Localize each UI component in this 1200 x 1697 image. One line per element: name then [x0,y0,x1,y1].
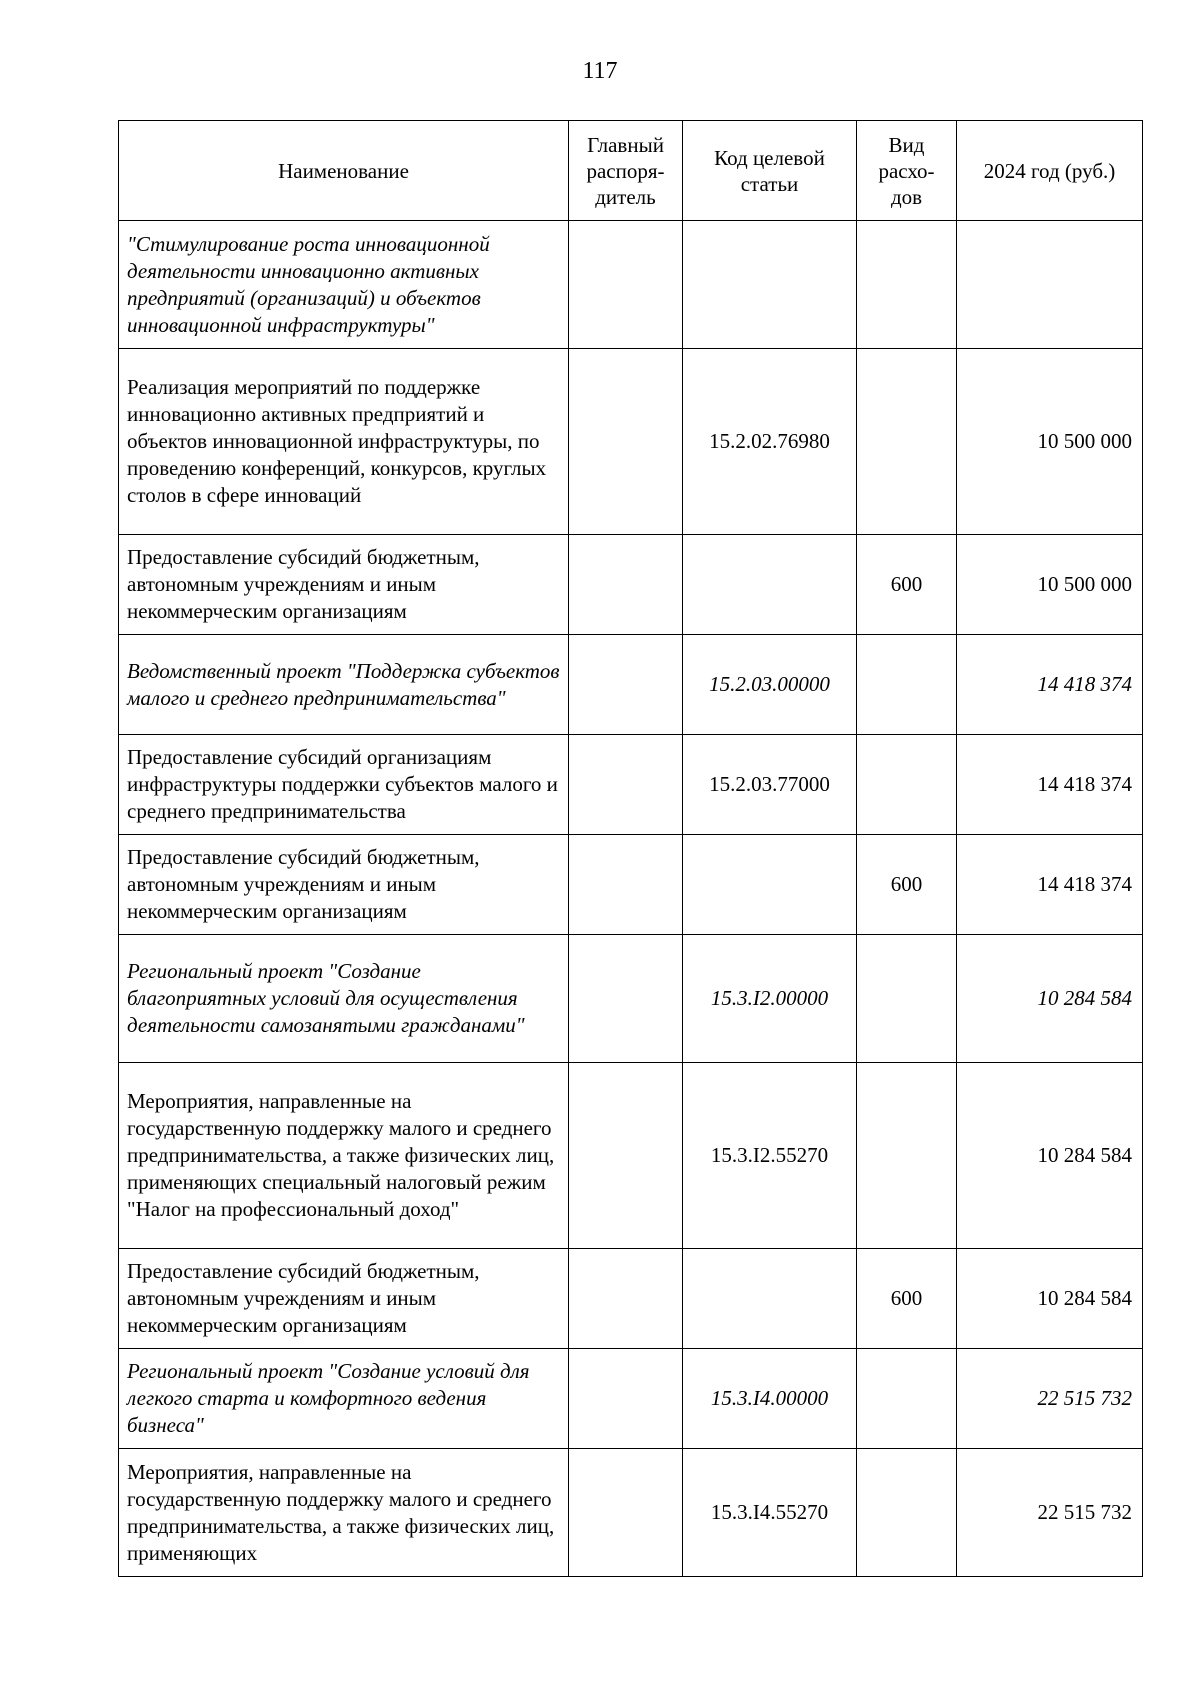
cell-name: Ведомственный проект "Поддержка субъектов малого и среднего предпринимательства" [119,635,569,735]
table-row [119,1449,1143,1577]
cell-amount: 22 515 732 [957,1449,1143,1577]
cell-name: Региональный проект "Создание благоприятных условий для осуществления деятельности самозанятыми гражданами" [119,935,569,1063]
cell-name: Предоставление субсидий бюджетным, автономным учреждениям и иным некоммерческим организациям [119,1249,569,1349]
header-code: Код целевой статьи [683,121,857,221]
cell-code [683,221,857,349]
cell-code: 15.2.02.76980 [683,349,857,535]
cell-code [683,1249,857,1349]
cell-kind [857,935,957,1063]
cell-kind: 600 [857,535,957,635]
cell-code [683,835,857,935]
cell-name: "Стимулирование роста инновационной деятельности инновационно активных предприятий (организаций) и объектов инновационной инфраструктуры" [119,221,569,349]
cell-code: 15.3.I2.00000 [683,935,857,1063]
cell-manager [569,1349,683,1449]
cell-kind: 600 [857,1249,957,1349]
table-row [119,635,1143,735]
cell-manager [569,1063,683,1249]
cell-code: 15.3.I2.55270 [683,1063,857,1249]
cell-name: Мероприятия, направленные на государственную поддержку малого и среднего предпринимательства, а также физических лиц, применяющих специальный налоговый режим "Налог на профессиональный доход" [119,1063,569,1249]
header-kind: Вид расхо-дов [857,121,957,221]
header-amount: 2024 год (руб.) [957,121,1143,221]
cell-code: 15.2.03.00000 [683,635,857,735]
cell-manager [569,935,683,1063]
cell-manager [569,1449,683,1577]
cell-manager [569,635,683,735]
header-manager: Главный распоря-дитель [569,121,683,221]
cell-amount: 22 515 732 [957,1349,1143,1449]
cell-kind [857,735,957,835]
cell-amount: 10 284 584 [957,1249,1143,1349]
cell-manager [569,1249,683,1349]
cell-kind: 600 [857,835,957,935]
cell-name: Реализация мероприятий по поддержке инновационно активных предприятий и объектов инновационной инфраструктуры, по проведению конференций, конкурсов, круглых столов в сфере инноваций [119,349,569,535]
cell-kind [857,635,957,735]
table-row [119,1249,1143,1349]
cell-code [683,535,857,635]
cell-manager [569,535,683,635]
cell-manager [569,349,683,535]
cell-amount: 10 500 000 [957,535,1143,635]
cell-amount: 10 284 584 [957,935,1143,1063]
page-number: 117 [582,58,618,84]
table-row [119,1063,1143,1249]
cell-kind [857,1349,957,1449]
cell-amount [957,221,1143,349]
table-row [119,735,1143,835]
cell-code: 15.2.03.77000 [683,735,857,835]
table-header-row [119,121,1143,221]
cell-manager [569,735,683,835]
table-row [119,535,1143,635]
cell-code: 15.3.I4.00000 [683,1349,857,1449]
cell-name: Предоставление субсидий организациям инфраструктуры поддержки субъектов малого и среднего предпринимательства [119,735,569,835]
table-row [119,349,1143,535]
cell-amount: 14 418 374 [957,635,1143,735]
header-name: Наименование [119,121,569,221]
budget-table [118,120,1143,1577]
table-row [119,1349,1143,1449]
table-row [119,835,1143,935]
cell-name: Мероприятия, направленные на государственную поддержку малого и среднего предпринимательства, а также физических лиц, применяющих [119,1449,569,1577]
cell-kind [857,221,957,349]
cell-manager [569,835,683,935]
cell-manager [569,221,683,349]
table-body [119,221,1143,1577]
cell-kind [857,349,957,535]
cell-amount: 14 418 374 [957,835,1143,935]
cell-name: Предоставление субсидий бюджетным, автономным учреждениям и иным некоммерческим организациям [119,535,569,635]
table-row [119,935,1143,1063]
cell-kind [857,1449,957,1577]
cell-name: Региональный проект "Создание условий для легкого старта и комфортного ведения бизнеса" [119,1349,569,1449]
cell-kind [857,1063,957,1249]
table-row [119,221,1143,349]
cell-name: Предоставление субсидий бюджетным, автономным учреждениям и иным некоммерческим организациям [119,835,569,935]
cell-amount: 10 284 584 [957,1063,1143,1249]
cell-code: 15.3.I4.55270 [683,1449,857,1577]
cell-amount: 14 418 374 [957,735,1143,835]
cell-amount: 10 500 000 [957,349,1143,535]
